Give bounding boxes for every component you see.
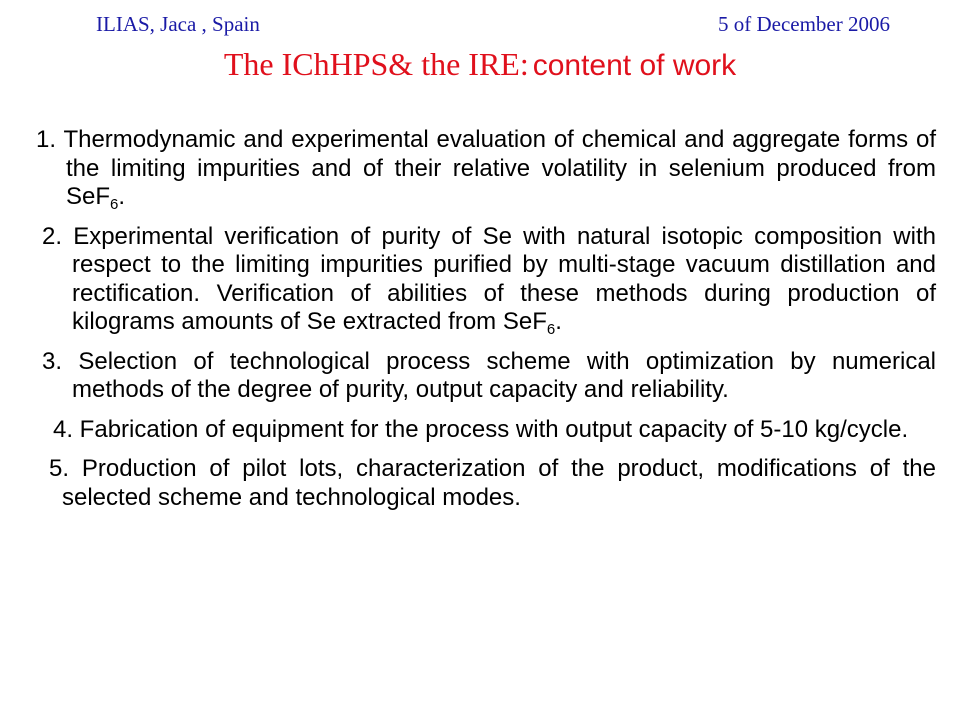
work-item-2 (0, 223, 960, 337)
work-item-4 (0, 416, 960, 445)
work-item-1 (0, 126, 960, 212)
slide-title (0, 46, 960, 83)
work-item-3 (0, 348, 960, 405)
work-item-1-subscript: 6 (110, 196, 119, 213)
slide-header (96, 12, 890, 42)
work-item-2-subscript: 6 (546, 321, 556, 338)
slide-title-part1: The IChHPS& the IRE: (223, 46, 529, 82)
work-item-1-text: 1. Thermodynamic and experimental evaluation of chemical and aggregate forms of the limiting impurities and of their relative volatility in selenium produced from SeF (36, 126, 936, 210)
work-item-2-tail: . (555, 308, 562, 335)
work-item-5 (0, 455, 960, 512)
work-items-list (0, 126, 960, 523)
work-item-3-text: 3. Selection of technological process scheme with optimization by numerical methods of the degree of purity, output capacity and reliability. (42, 347, 936, 403)
work-item-5-text: 5. Production of pilot lots, characterization of the product, modifications of the selected scheme and technological modes. (49, 455, 936, 511)
header-date: 5 of December 2006 (717, 12, 890, 36)
slide-title-part2: content of work (532, 49, 737, 82)
work-item-1-tail: . (118, 183, 126, 210)
work-item-2-text: 2. Experimental verification of purity of Se with natural isotopic composition with respect to the limiting impurities purified by multi-stage vacuum distillation and rectification. Verification of abilities of these methods during production of kilograms amounts of Se extracted from SeF (42, 222, 936, 335)
header-event-location: ILIAS, Jaca , Spain (96, 12, 260, 36)
work-item-4-text: 4. Fabrication of equipment for the process with output capacity of 5-10 kg/cycle. (53, 415, 909, 443)
